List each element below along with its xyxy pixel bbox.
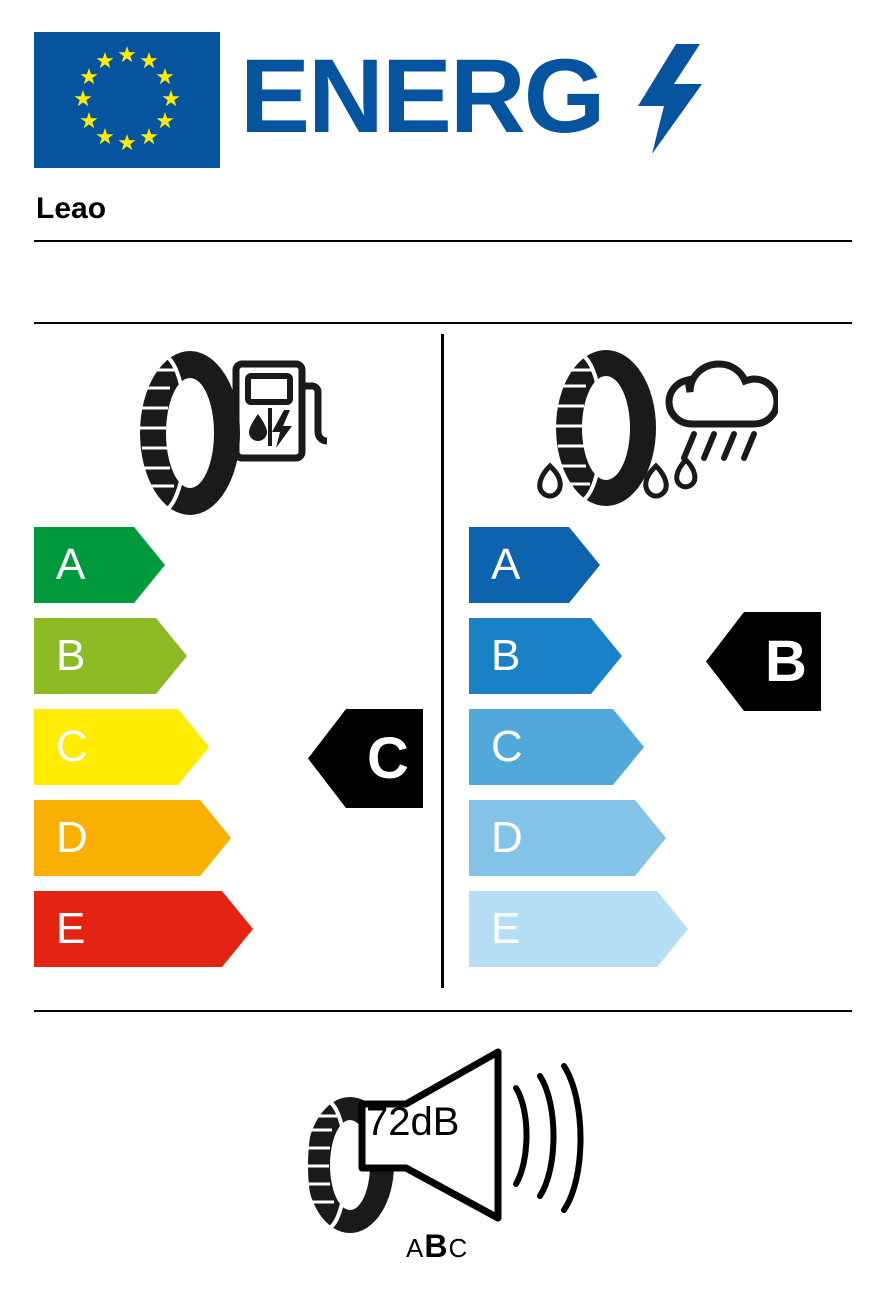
wet-selected-pointer (706, 612, 821, 711)
wet-grade-a (469, 527, 600, 603)
tyre-fuel-pump-icon (118, 348, 328, 518)
noise-class-a: A (406, 1233, 425, 1263)
wet-grade-e (469, 891, 688, 967)
divider-vertical (441, 334, 444, 988)
wet-grade-d (469, 800, 666, 876)
fuel-grade-e (34, 891, 253, 967)
fuel-grade-b-letter: B (56, 631, 86, 680)
wet-grade-a-letter: A (491, 540, 521, 589)
noise-class-c: C (448, 1233, 469, 1263)
noise-class-b: B (424, 1228, 449, 1264)
fuel-grade-d-letter: D (56, 813, 88, 862)
fuel-grade-c (34, 709, 209, 785)
wet-grade-b-letter: B (491, 631, 521, 680)
divider-brand (34, 240, 852, 242)
divider-top (34, 322, 852, 324)
fuel-selected-pointer (308, 709, 423, 808)
wet-grade-c-letter: C (491, 722, 523, 771)
wet-grade-b (469, 618, 622, 694)
fuel-grade-e-letter: E (56, 904, 86, 953)
divider-bottom (34, 1010, 852, 1012)
lightning-bolt-icon (630, 44, 710, 154)
wet-grade-d-letter: D (491, 813, 523, 862)
wet-grade-e-letter: E (491, 904, 521, 953)
noise-db-value: 72dB (366, 1100, 460, 1144)
fuel-grade-d (34, 800, 231, 876)
energy-wordmark: ENERG (240, 38, 604, 155)
fuel-grade-c-letter: C (56, 722, 88, 771)
fuel-grade-a (34, 527, 165, 603)
tyre-rain-cloud-icon (528, 348, 778, 518)
fuel-grade-b (34, 618, 187, 694)
wet-selected-letter: B (765, 629, 807, 694)
fuel-selected-letter: C (367, 726, 409, 791)
wet-grade-c (469, 709, 644, 785)
brand-name: Leao (36, 192, 107, 225)
eu-flag-icon (34, 32, 220, 168)
noise-class-scale (406, 1228, 468, 1265)
fuel-grade-a-letter: A (56, 540, 86, 589)
